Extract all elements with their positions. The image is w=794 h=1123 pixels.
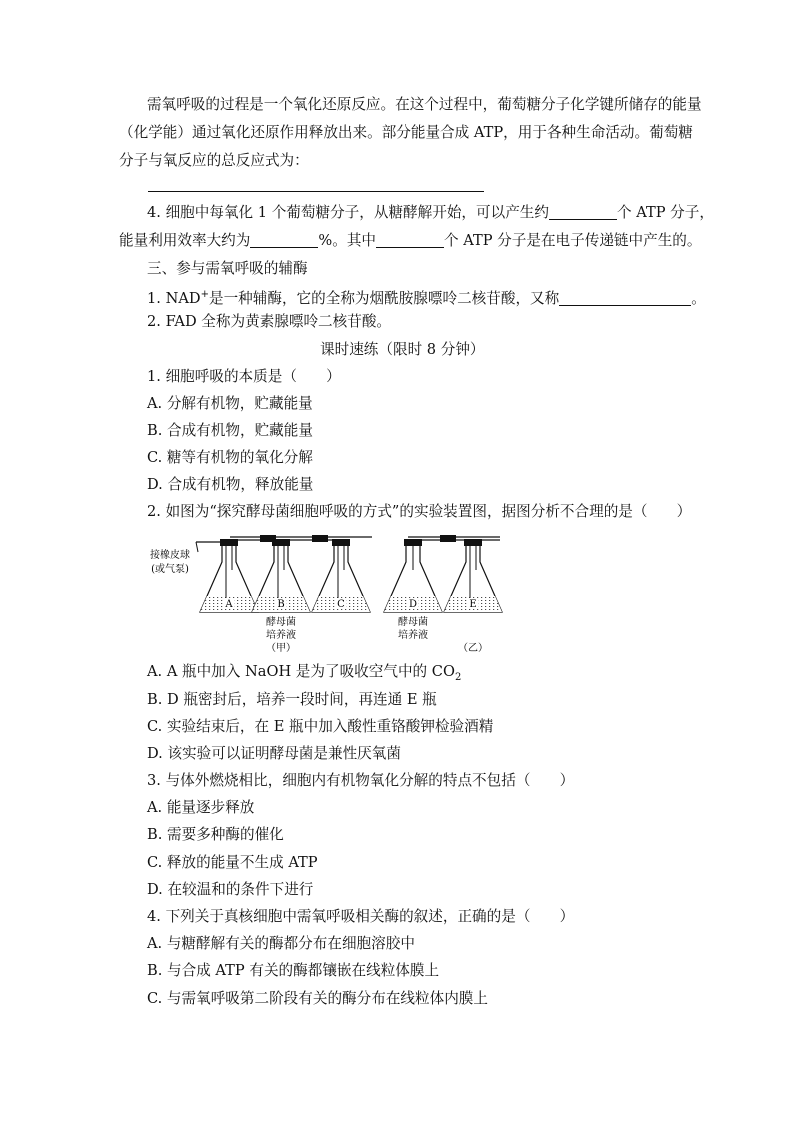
q2-option-b: B. D 瓶密封后，培养一段时间，再连通 E 瓶 bbox=[147, 691, 437, 708]
q2-option-c: C. 实验结束后，在 E 瓶中加入酸性重铬酸钾检验酒精 bbox=[147, 718, 494, 735]
yeast-caption-2b: 培养液 bbox=[398, 630, 428, 641]
p-q4-stem: 4. 下列关于真核细胞中需氧呼吸相关酶的叙述，正确的是（ ） bbox=[147, 908, 575, 925]
q4-text-3: 能量利用效率大约为 bbox=[119, 232, 251, 249]
flask-a bbox=[200, 539, 258, 612]
q3-option-a: A. 能量逐步释放 bbox=[147, 799, 255, 816]
p-q4-option-c: C. 与需氧呼吸第二阶段有关的酶分布在线粒体内膜上 bbox=[147, 990, 488, 1007]
q3-option-c: C. 释放的能量不生成 ATP bbox=[147, 854, 318, 871]
pump-label-1: 接橡皮球 bbox=[150, 550, 190, 561]
q4-text-1: 4. 细胞中每氧化 1 个葡萄糖分子，从糖酵解开始，可以产生约 bbox=[147, 204, 549, 221]
q4-blank-1 bbox=[549, 203, 617, 220]
flask-a-label: A bbox=[225, 599, 233, 610]
p-q4-option-a: A. 与糖酵解有关的酶都分布在细胞溶胶中 bbox=[147, 935, 415, 952]
nad-label: 1. NAD bbox=[147, 289, 201, 307]
q3-option-b: B. 需要多种酶的催化 bbox=[147, 826, 284, 843]
q1-option-c: C. 糖等有机物的氧化分解 bbox=[147, 449, 313, 466]
nad-superscript: + bbox=[200, 289, 209, 300]
yeast-apparatus-figure bbox=[140, 530, 510, 654]
q3-option-d: D. 在较温和的条件下进行 bbox=[147, 881, 314, 898]
nad-description: 是一种辅酶，它的全称为烟酰胺腺嘌呤二核苷酸，又称 bbox=[208, 289, 560, 307]
q3-stem: 3. 与体外燃烧相比，细胞内有机物氧化分解的特点不包括（ ） bbox=[147, 772, 575, 789]
flask-d-label: D bbox=[408, 599, 418, 610]
q1-option-b: B. 合成有机物，贮藏能量 bbox=[147, 422, 313, 439]
flask-e bbox=[444, 539, 502, 612]
equation-blank bbox=[148, 191, 484, 192]
section3-heading: 三、参与需氧呼吸的辅酶 bbox=[147, 260, 308, 277]
flask-e-label: E bbox=[469, 599, 477, 610]
flask-b-label: B bbox=[277, 599, 285, 610]
flask-b bbox=[252, 539, 310, 612]
yeast-caption-1a: 酵母菌 bbox=[266, 617, 296, 628]
q4-line-1 bbox=[147, 203, 714, 223]
intro-line-2: （化学能）通过氧化还原作用释放出来。部分能量合成 ATP，用于各种生命活动。葡萄糖 bbox=[119, 124, 693, 141]
group-jia-label: （甲） bbox=[266, 643, 296, 654]
section3-item-1 bbox=[147, 285, 706, 309]
flask-d bbox=[384, 539, 442, 612]
q4-line-2 bbox=[119, 231, 702, 251]
rubber-joint-2 bbox=[312, 535, 328, 542]
q4-text-4: %。其中 bbox=[318, 232, 377, 249]
q2-option-d: D. 该实验可以证明酵母菌是兼性厌氧菌 bbox=[147, 745, 401, 762]
intro-line-1: 需氧呼吸的过程是一个氧化还原反应。在这个过程中，葡萄糖分子化学键所储存的能量 bbox=[147, 96, 702, 113]
q4-text-5: 个 ATP 分子是在电子传递链中产生的。 bbox=[444, 232, 702, 249]
q2-option-a-text: A. A 瓶中加入 NaOH 是为了吸收空气中的 CO bbox=[147, 663, 455, 680]
pump-label-2: (或气泵) bbox=[151, 564, 189, 575]
p-q4-option-b: B. 与合成 ATP 有关的酶都镶嵌在线粒体膜上 bbox=[147, 962, 440, 979]
yeast-caption-1b: 培养液 bbox=[266, 630, 296, 641]
q4-text-2: 个 ATP 分子， bbox=[616, 204, 714, 221]
intro-line-3: 分子与氧反应的总反应式为： bbox=[119, 152, 309, 169]
q4-blank-2 bbox=[250, 231, 318, 248]
yeast-caption-2a: 酵母菌 bbox=[398, 617, 428, 628]
co2-subscript: 2 bbox=[454, 671, 462, 683]
q1-option-d: D. 合成有机物，释放能量 bbox=[147, 476, 314, 493]
flask-c-label: C bbox=[337, 599, 345, 610]
q4-blank-3 bbox=[376, 231, 444, 248]
q2-option-a bbox=[147, 662, 461, 688]
q1-stem: 1. 细胞呼吸的本质是（ ） bbox=[147, 368, 341, 385]
nad-end: 。 bbox=[691, 289, 706, 307]
q1-option-a: A. 分解有机物，贮藏能量 bbox=[147, 395, 313, 412]
flask-c bbox=[312, 539, 370, 612]
pump-pointer bbox=[196, 542, 198, 552]
q2-stem: 2. 如图为“探究酵母菌细胞呼吸的方式”的实验装置图，据图分析不合理的是（ ） bbox=[147, 503, 692, 520]
group-yi-label: （乙） bbox=[458, 643, 488, 654]
practice-title: 课时速练（限时 8 分钟） bbox=[320, 341, 485, 358]
section3-item-2: 2. FAD 全称为黄素腺嘌呤二核苷酸。 bbox=[147, 313, 392, 330]
rubber-joint-3 bbox=[440, 535, 456, 542]
nad-blank bbox=[559, 289, 691, 306]
